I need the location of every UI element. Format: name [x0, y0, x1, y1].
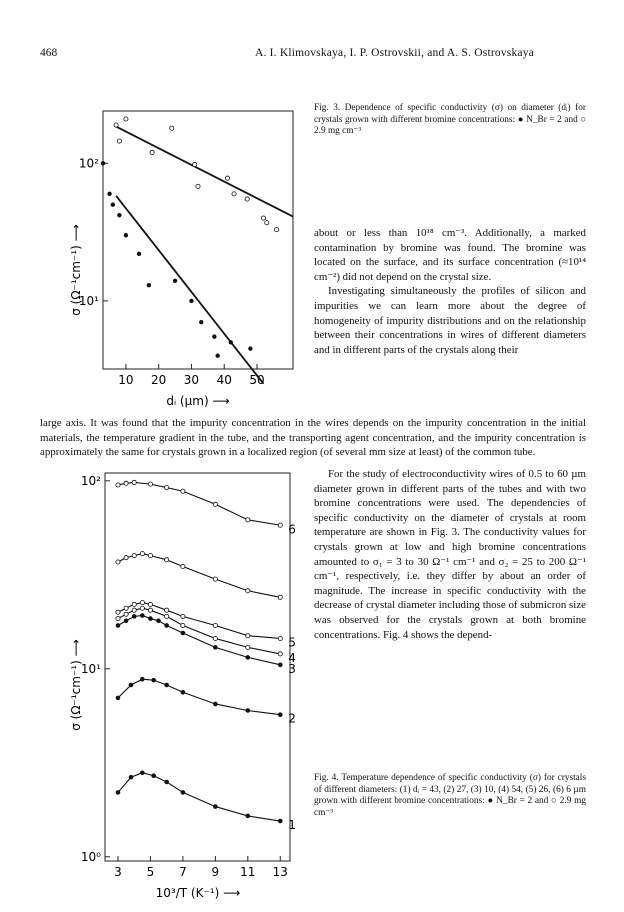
- fig4-point-open: [140, 600, 144, 604]
- fig3-point-open: [261, 216, 265, 220]
- page-header: [40, 47, 600, 67]
- fig3-point-open: [193, 162, 197, 166]
- fig4-series-label: 3: [288, 661, 296, 676]
- fig4-series-label: 1: [288, 818, 296, 833]
- fig3-x-tick-label: 50: [249, 373, 265, 387]
- fig3-point-filled: [101, 162, 105, 166]
- fig4-point-open: [213, 577, 217, 581]
- fig4-point-open: [132, 480, 136, 484]
- fig4-point-open: [213, 623, 217, 627]
- fig4-y-tick-label: 10²: [80, 473, 101, 488]
- page-number: 468: [40, 47, 58, 59]
- fig4-point-filled: [124, 619, 128, 623]
- fig4-point-filled: [152, 678, 156, 682]
- fig4-point-open: [132, 602, 136, 606]
- fig4-point-open: [124, 556, 128, 560]
- fig3-point-filled: [137, 252, 141, 256]
- fig4-point-filled: [140, 771, 144, 775]
- fig3-y-axis-label: σ (Ω⁻¹cm⁻¹) ⟶: [69, 224, 83, 316]
- fig3-x-tick-label: 20: [151, 373, 167, 387]
- fig4-point-open: [165, 608, 169, 612]
- fig4-series-label: 4: [288, 650, 296, 665]
- fig3-y-tick-label: 10²: [78, 156, 99, 171]
- fig4-x-axis-label: 10³/T (K⁻¹) ⟶: [155, 886, 241, 900]
- fig4-series-label: 2: [288, 711, 296, 726]
- fig4-point-open: [213, 636, 217, 640]
- fig4-point-open: [246, 518, 250, 522]
- fig4-point-filled: [152, 774, 156, 778]
- fig4-point-open: [132, 554, 136, 558]
- fig3-x-axis-label: dᵢ (µm) ⟶: [166, 394, 230, 408]
- fig4-point-filled: [181, 631, 185, 635]
- figure-3: [40, 95, 302, 417]
- fig4-frame: [105, 473, 290, 861]
- fig3-point-open: [275, 227, 279, 231]
- fig4-point-filled: [116, 624, 120, 628]
- fig4-point-filled: [278, 713, 282, 717]
- full-width-text: [40, 416, 586, 460]
- fig4-point-open: [181, 489, 185, 493]
- figure-4: [40, 465, 302, 910]
- fig3-frame: [103, 111, 293, 369]
- fig4-point-open: [116, 483, 120, 487]
- fig4-point-filled: [213, 702, 217, 706]
- fig4-point-open: [140, 606, 144, 610]
- fig4-point-open: [124, 612, 128, 616]
- fig4-point-open: [165, 614, 169, 618]
- fig4-point-open: [246, 634, 250, 638]
- fig3-point-filled: [124, 233, 128, 237]
- fig4-series-line-1: [118, 773, 280, 821]
- fig4-point-filled: [116, 696, 120, 700]
- fig3-point-filled: [229, 341, 233, 345]
- running-head: A. I. Klimovskaya, I. P. Ostrovskii, and A. S. Ostrovskaya: [255, 47, 534, 59]
- fig4-y-axis-label: σ (Ω⁻¹cm⁻¹) ⟶: [69, 639, 83, 731]
- fig4-point-filled: [246, 655, 250, 659]
- fig4-y-tick-label: 10⁰: [80, 849, 101, 864]
- fig4-x-tick-label: 13: [272, 865, 288, 879]
- fig4-point-filled: [116, 791, 120, 795]
- fig4-point-filled: [140, 677, 144, 681]
- fig4-point-open: [165, 485, 169, 489]
- fig4-x-tick-label: 9: [211, 865, 220, 879]
- paragraph: about or less than 10¹⁸ cm⁻³. Additionally, a marked contamination by bromine was found. The bromine was located on the surface, and its surface concentration (≈10¹⁴ cm⁻²) did not depend on the crystal size.: [314, 227, 586, 283]
- fig4-point-open: [213, 502, 217, 506]
- fig4-point-filled: [278, 819, 282, 823]
- fig4-point-filled: [129, 683, 133, 687]
- fig4-series-line-unlabeled: [118, 554, 280, 598]
- fig3-point-open: [170, 126, 174, 130]
- fig4-point-open: [278, 595, 282, 599]
- fig4-point-filled: [246, 709, 250, 713]
- fig3-y-tick-label: 10¹: [78, 293, 99, 308]
- fig3-point-open: [117, 139, 121, 143]
- fig3-point-open: [150, 150, 154, 154]
- paragraph: large axis. It was found that the impurity concentration in the wires depends on the impurity concentration in the initial materials, the temperature gradient in the tube, and the transporting agent concentration, and the impurity concentration is approximately the same for crystals grown in a localized region (of several mm size at least) of the common tube.: [40, 417, 586, 459]
- fig3-point-open: [232, 192, 236, 196]
- fig4-series-label: 5: [288, 635, 296, 650]
- fig4-point-open: [278, 523, 282, 527]
- fig4-point-open: [165, 558, 169, 562]
- fig3-x-tick-label: 10: [118, 373, 134, 387]
- fig3-point-filled: [190, 299, 194, 303]
- fig3-point-open: [196, 184, 200, 188]
- fig4-point-open: [181, 614, 185, 618]
- fig4-point-open: [246, 645, 250, 649]
- fig4-point-open: [116, 560, 120, 564]
- fig4-x-tick-label: 5: [146, 865, 155, 879]
- fig4-point-open: [124, 481, 128, 485]
- fig4-point-filled: [278, 663, 282, 667]
- fig4-series-label: 6: [288, 522, 296, 537]
- fig4-side-text: [314, 467, 586, 642]
- fig3-point-filled: [108, 192, 112, 196]
- fig3-point-filled: [199, 320, 203, 324]
- fig4-point-open: [148, 554, 152, 558]
- fig4-point-open: [140, 551, 144, 555]
- fig3-fit-line: [116, 196, 263, 384]
- fig4-point-open: [132, 608, 136, 612]
- fig4-point-filled: [213, 645, 217, 649]
- fig4-point-open: [181, 564, 185, 568]
- fig3-fit-line: [116, 127, 293, 217]
- fig4-point-open: [181, 623, 185, 627]
- fig4-point-filled: [165, 683, 169, 687]
- fig4-point-filled: [181, 690, 185, 694]
- fig3-point-open: [114, 123, 118, 127]
- fig3-point-filled: [216, 354, 220, 358]
- fig3-point-open: [225, 176, 229, 180]
- fig4-point-open: [148, 482, 152, 486]
- fig3-point-filled: [147, 283, 151, 287]
- fig4-point-open: [278, 636, 282, 640]
- fig4-point-open: [116, 610, 120, 614]
- fig3-point-filled: [249, 347, 253, 351]
- fig3-point-filled: [118, 213, 122, 217]
- fig4-x-tick-label: 11: [240, 865, 256, 879]
- fig3-point-open: [124, 117, 128, 121]
- fig4-caption: Fig. 4. Temperature dependence of specific conductivity (σ) for crystals of different diameters: (1) dᵢ = 43, (2) 27, (3) 10, (4) 54, (5) 26, (6) 6 µm grown with different bromine concentrations: ● N_Br = 2 and ○ 2.9 mg cm⁻³: [314, 773, 586, 818]
- fig3-caption: Fig. 3. Dependence of specific conductivity (σ) on diameter (dᵢ) for crystals grown with different bromine concentrations: ● N_Br = 2 and ○ 2.9 mg cm⁻³: [314, 103, 586, 137]
- fig4-point-open: [148, 608, 152, 612]
- fig3-x-tick-label: 40: [216, 373, 232, 387]
- fig4-point-filled: [213, 805, 217, 809]
- fig3-point-filled: [111, 203, 115, 207]
- fig4-point-open: [124, 606, 128, 610]
- paragraph: Investigating simultaneously the profiles of silicon and impurities we can learn more about the degree of homogeneity of impurity distributions and on the relationship between their concentrations in wires of different diameters and in different parts of the crystals along their: [314, 285, 586, 356]
- fig4-y-tick-label: 10¹: [80, 661, 101, 676]
- fig4-x-tick-label: 3: [114, 865, 122, 879]
- fig4-point-filled: [157, 619, 161, 623]
- fig4-point-filled: [129, 775, 133, 779]
- fig4-point-open: [278, 652, 282, 656]
- fig3-point-filled: [213, 335, 217, 339]
- fig4-point-filled: [140, 614, 144, 618]
- fig3-side-text: [314, 226, 586, 357]
- fig4-point-open: [148, 602, 152, 606]
- fig3-point-open: [245, 197, 249, 201]
- fig3-point-filled: [173, 279, 177, 283]
- fig4-point-open: [116, 616, 120, 620]
- fig4-x-tick-label: 7: [179, 865, 187, 879]
- fig3-point-open: [265, 221, 269, 225]
- paragraph: For the study of electroconductivity wires of 0.5 to 60 µm diameter grown in different parts of the tubes and with two bromine concentrations were used. The dependencies of specific conductivity on the diameter of crystals at room temperature are shown in Fig. 3. The conductivity values for crystals grown at low and high bromine concentrations amounted to σ₁ = 3 to 30 Ω⁻¹ cm⁻¹ and σ₂ = 25 to 200 Ω⁻¹ cm⁻¹, respectively, i.e. they differ by about an order of magnitude. The increase in specific conductivity with the decrease of crystal diameter including those of submicron size was observed for the crystals grown at both bromine concentrations. Fig. 4 shows the depend-: [314, 468, 586, 641]
- fig4-series-line-6: [118, 482, 280, 525]
- fig4-point-filled: [165, 780, 169, 784]
- fig4-series-line-2: [118, 679, 280, 714]
- fig4-point-open: [246, 589, 250, 593]
- fig4-point-filled: [181, 791, 185, 795]
- fig4-point-filled: [149, 617, 153, 621]
- fig4-point-filled: [165, 624, 169, 628]
- fig4-point-filled: [132, 614, 136, 618]
- fig4-point-filled: [246, 814, 250, 818]
- fig3-x-tick-label: 30: [183, 373, 200, 387]
- fig4-series-line-3: [118, 616, 280, 665]
